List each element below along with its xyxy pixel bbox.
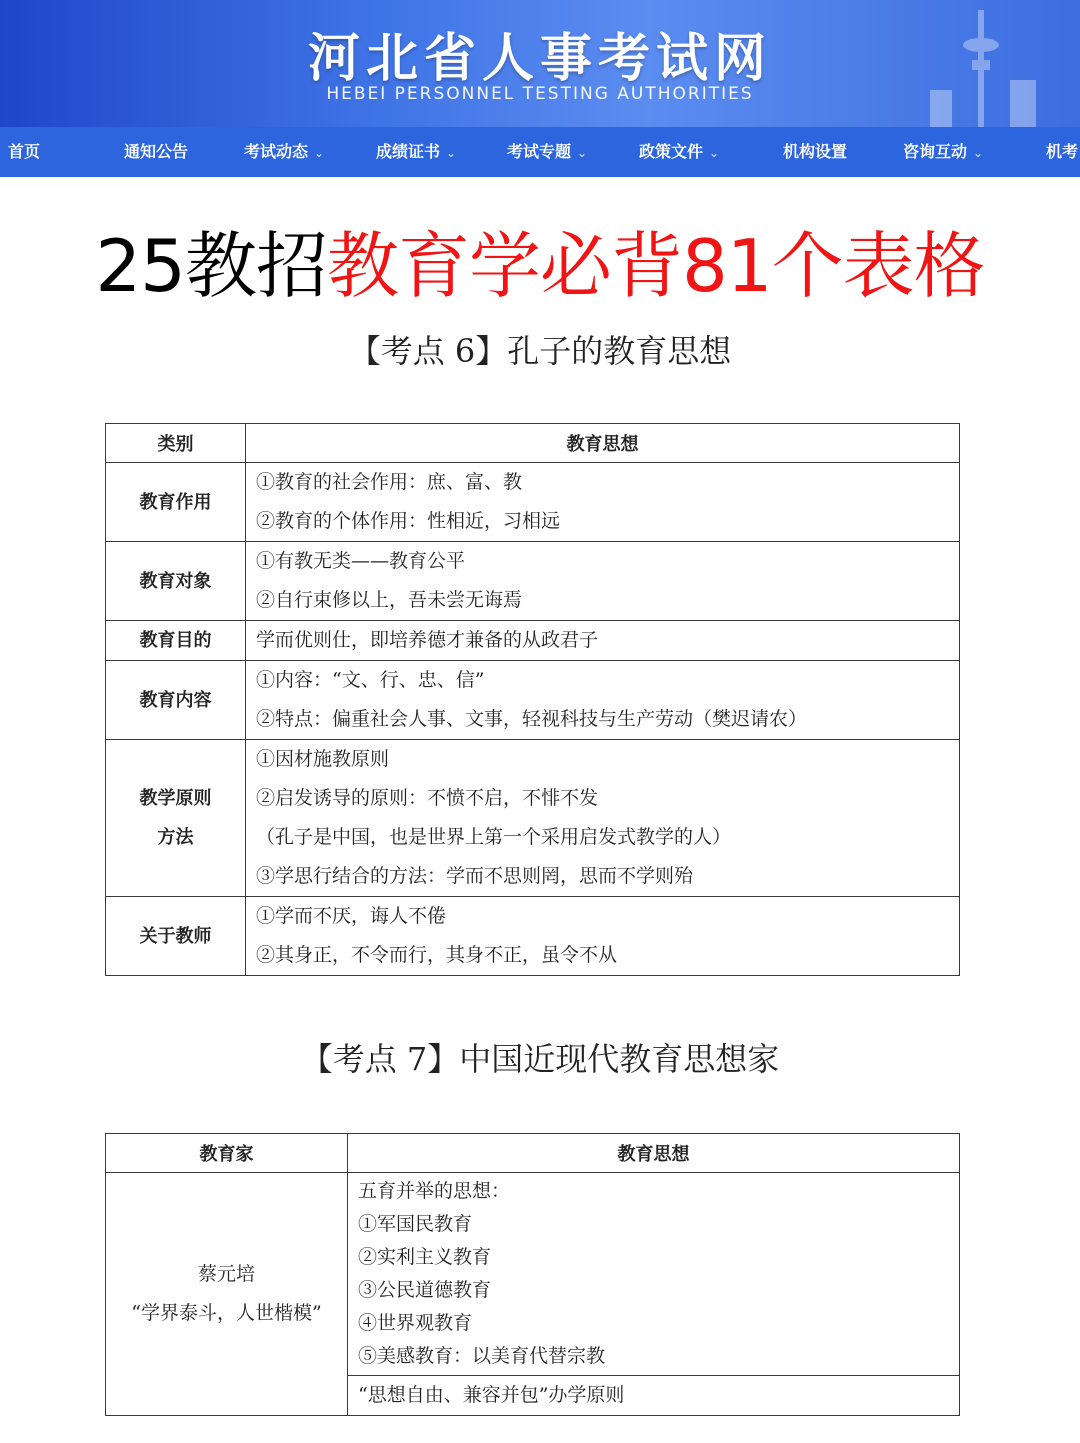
row-line: ①教育的社会作用：庶、富、教	[256, 471, 523, 493]
nav-item-organization[interactable]: 机构设置	[783, 142, 848, 161]
nav-item-policies[interactable]: 政策文件 ⌄	[639, 142, 720, 161]
nav-item-exam-topics[interactable]: 考试专题 ⌄	[507, 142, 588, 161]
row-category: 教育作用	[139, 491, 212, 513]
row-line: ②特点：偏重社会人事、文事，轻视科技与生产劳动（樊迟请农）	[256, 708, 808, 730]
chevron-down-icon: ⌄	[577, 146, 588, 160]
row-category: 教育对象	[139, 570, 212, 592]
main-nav	[0, 127, 1080, 177]
table-header-row	[106, 424, 960, 463]
row-category: 方法	[157, 827, 194, 848]
row-line: ①学而不厌，诲人不倦	[256, 905, 447, 927]
row-line: ②启发诱导的原则：不愤不启，不悱不发	[256, 787, 599, 809]
row-line: （孔子是中国，也是世界上第一个采用启发式教学的人）	[256, 826, 732, 848]
nav-item-scores[interactable]: 成绩证书 ⌄	[376, 142, 457, 161]
table-row	[106, 463, 960, 542]
table-row	[106, 740, 960, 897]
row-category: 关于教师	[139, 925, 212, 947]
educators-table	[105, 1133, 960, 1416]
section-7-title: 【考点 7】中国近现代教育思想家	[300, 1040, 780, 1078]
table-row	[106, 621, 960, 661]
chevron-down-icon: ⌄	[446, 146, 457, 160]
column-header-thought: 教育思想	[348, 1134, 960, 1173]
row-category: 教育内容	[139, 689, 212, 711]
row-line: ①有教无类——教育公平	[256, 550, 466, 572]
row-category: 教学原则	[139, 788, 212, 809]
chevron-down-icon: ⌄	[709, 146, 720, 160]
site-banner	[0, 0, 1080, 127]
nav-item-notices[interactable]: 通知公告	[124, 142, 189, 161]
row-line: “思想自由、兼容并包”办学原则	[358, 1384, 625, 1406]
row-line: ③公民道德教育	[358, 1279, 492, 1301]
table-row	[106, 897, 960, 976]
table-row	[106, 542, 960, 621]
table-row	[106, 1173, 960, 1376]
nav-item-exam-news[interactable]: 考试动态 ⌄	[244, 142, 325, 161]
nav-item-computer-exam[interactable]: 机考	[1046, 142, 1079, 161]
row-line: 学而优则仕，即培养德才兼备的从政君子	[256, 629, 599, 651]
section-6-title: 【考点 6】孔子的教育思想	[348, 332, 732, 370]
row-line: ②教育的个体作用：性相近，习相远	[256, 510, 561, 532]
table-row	[106, 661, 960, 740]
headline-prefix: 25教招	[95, 224, 327, 308]
headline-highlight: 教育学必背81个表格	[327, 224, 985, 308]
nav-item-consult[interactable]: 咨询互动 ⌄	[903, 142, 984, 161]
educator-name: 蔡元培	[197, 1263, 255, 1285]
confucius-table	[105, 423, 960, 976]
page-headline	[0, 218, 1080, 314]
site-title: 河北省人事考试网	[307, 29, 772, 89]
chevron-down-icon: ⌄	[973, 146, 984, 160]
site-subtitle: HEBEI PERSONNEL TESTING AUTHORITIES	[326, 84, 754, 104]
row-line: ②实利主义教育	[358, 1246, 492, 1268]
table-header-row	[106, 1134, 960, 1173]
row-line: ①因材施教原则	[256, 748, 390, 770]
column-header-category: 类别	[106, 424, 246, 463]
row-category: 教育目的	[139, 630, 212, 651]
column-header-thought: 教育思想	[246, 424, 960, 463]
row-line: ①军国民教育	[358, 1213, 473, 1235]
column-header-educator: 教育家	[106, 1134, 348, 1173]
nav-item-home[interactable]: 首页	[8, 142, 41, 161]
row-line: ②其身正，不令而行，其身不正，虽令不从	[256, 944, 618, 966]
row-line: ③学思行结合的方法：学而不思则罔，思而不学则殆	[256, 865, 694, 887]
row-line: ②自行束修以上，吾未尝无诲焉	[256, 589, 523, 611]
row-line: ①内容：“文、行、忠、信”	[256, 669, 485, 691]
chevron-down-icon: ⌄	[314, 146, 325, 160]
row-line: 五育并举的思想：	[358, 1180, 511, 1202]
educator-title: “学界泰斗，人世楷模”	[131, 1302, 322, 1324]
row-line: ⑤美感教育：以美育代替宗教	[358, 1345, 606, 1367]
row-line: ④世界观教育	[358, 1312, 473, 1334]
